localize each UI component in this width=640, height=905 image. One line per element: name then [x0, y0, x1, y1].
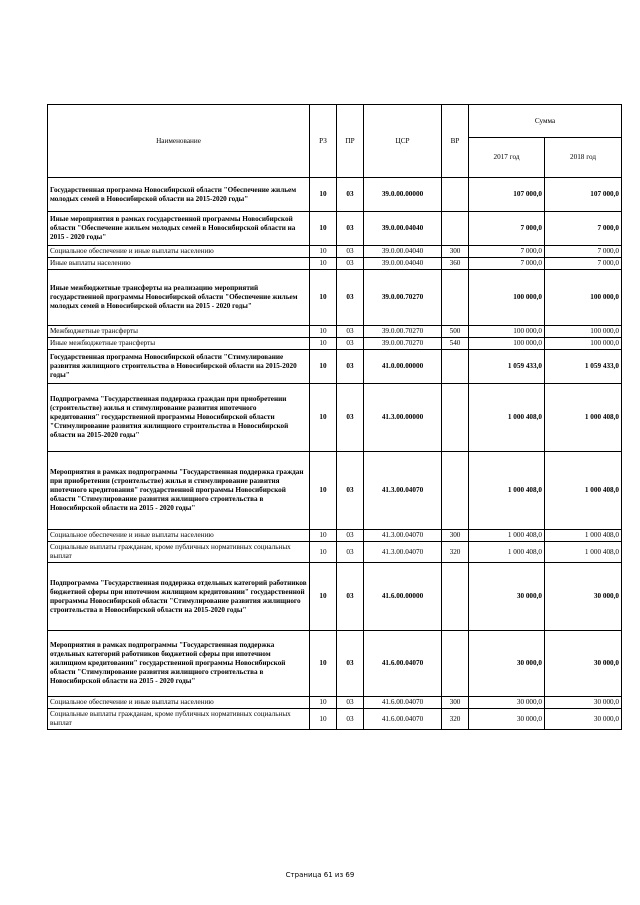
header-name: Наименование	[48, 105, 310, 178]
row-pr: 03	[337, 384, 364, 452]
row-name: Социальные выплаты гражданам, кроме публичных нормативных социальных выплат	[48, 709, 310, 730]
row-csr: 39.0.00.04040	[364, 246, 442, 258]
row-name: Иные межбюджетные трансферты на реализацию мероприятий государственной программы Новосибирской области "Обеспечение жильем молодых семей в Новосибирской области на 2015 - 2020 годы"	[48, 270, 310, 326]
row-csr: 41.6.00.00000	[364, 563, 442, 631]
row-sum-2018: 100 000,0	[545, 326, 622, 338]
table-row	[48, 246, 622, 258]
row-pr: 03	[337, 452, 364, 530]
row-csr: 39.0.00.70270	[364, 338, 442, 350]
table-row	[48, 212, 622, 246]
row-csr: 41.3.00.04070	[364, 542, 442, 563]
row-name: Государственная программа Новосибирской области "Стимулирование развития жилищного строительства в Новосибирской области на 2015-2020 годы"	[48, 350, 310, 384]
table-row	[48, 338, 622, 350]
row-vr: 540	[442, 338, 469, 350]
row-pr: 03	[337, 258, 364, 270]
row-rz: 10	[310, 631, 337, 697]
row-sum-2018: 7 000,0	[545, 258, 622, 270]
row-pr: 03	[337, 563, 364, 631]
header-pr: ПР	[337, 105, 364, 178]
row-csr: 39.0.00.70270	[364, 326, 442, 338]
row-sum-2017: 1 059 433,0	[469, 350, 545, 384]
row-sum-2017: 30 000,0	[469, 697, 545, 709]
row-sum-2018: 1 000 408,0	[545, 452, 622, 530]
row-rz: 10	[310, 212, 337, 246]
row-name: Межбюджетные трансферты	[48, 326, 310, 338]
row-rz: 10	[310, 452, 337, 530]
row-csr: 39.0.00.70270	[364, 270, 442, 326]
row-sum-2017: 30 000,0	[469, 631, 545, 697]
table-row	[48, 178, 622, 212]
row-rz: 10	[310, 178, 337, 212]
row-pr: 03	[337, 246, 364, 258]
row-name: Иные выплаты населению	[48, 258, 310, 270]
row-csr: 41.3.00.04070	[364, 530, 442, 542]
row-pr: 03	[337, 338, 364, 350]
row-sum-2018: 1 000 408,0	[545, 384, 622, 452]
row-sum-2017: 30 000,0	[469, 563, 545, 631]
row-rz: 10	[310, 350, 337, 384]
table-row	[48, 350, 622, 384]
row-sum-2018: 1 000 408,0	[545, 542, 622, 563]
row-sum-2018: 1 059 433,0	[545, 350, 622, 384]
table-row	[48, 270, 622, 326]
row-vr	[442, 212, 469, 246]
row-rz: 10	[310, 384, 337, 452]
row-csr: 41.6.00.04070	[364, 631, 442, 697]
row-csr: 39.0.00.04040	[364, 212, 442, 246]
row-rz: 10	[310, 326, 337, 338]
row-vr	[442, 563, 469, 631]
row-pr: 03	[337, 270, 364, 326]
row-pr: 03	[337, 212, 364, 246]
page-footer: Страница 61 из 69	[285, 871, 355, 879]
row-sum-2017: 7 000,0	[469, 212, 545, 246]
header-year-2018: 2018 год	[545, 138, 622, 178]
row-csr: 41.6.00.04070	[364, 709, 442, 730]
row-vr: 300	[442, 530, 469, 542]
row-vr	[442, 384, 469, 452]
row-name: Подпрограмма "Государственная поддержка отдельных категорий работников бюджетной сферы при ипотечном жилищном кредитовании" государственной программы Новосибирской области "Стимулирование развития жилищного строительства в Новосибирской области на 2015-2020 годы"	[48, 563, 310, 631]
table-row	[48, 631, 622, 697]
row-sum-2018: 1 000 408,0	[545, 530, 622, 542]
table-row	[48, 709, 622, 730]
table-row	[48, 258, 622, 270]
row-pr: 03	[337, 542, 364, 563]
row-sum-2017: 100 000,0	[469, 338, 545, 350]
row-rz: 10	[310, 246, 337, 258]
row-csr: 39.0.00.00000	[364, 178, 442, 212]
header-rz: РЗ	[310, 105, 337, 178]
row-vr	[442, 270, 469, 326]
row-rz: 10	[310, 258, 337, 270]
row-csr: 41.6.00.04070	[364, 697, 442, 709]
row-vr: 320	[442, 542, 469, 563]
row-vr: 500	[442, 326, 469, 338]
row-sum-2018: 30 000,0	[545, 697, 622, 709]
row-name: Мероприятия в рамках подпрограммы "Государственная поддержка отдельных категорий работников бюджетной сферы при ипотечном жилищном кредитовании" государственной программы Новосибирской области "Стимулирование развития жилищного строительства в Новосибирской области на 2015 - 2020 годы"	[48, 631, 310, 697]
row-sum-2018: 100 000,0	[545, 338, 622, 350]
row-vr	[442, 350, 469, 384]
row-name: Социальное обеспечение и иные выплаты населению	[48, 246, 310, 258]
header-year-2017: 2017 год	[469, 138, 545, 178]
row-rz: 10	[310, 563, 337, 631]
row-sum-2017: 1 000 408,0	[469, 384, 545, 452]
table-row	[48, 326, 622, 338]
row-name: Социальные выплаты гражданам, кроме публичных нормативных социальных выплат	[48, 542, 310, 563]
row-name: Подпрограмма "Государственная поддержка граждан при приобретении (строительстве) жилья и стимулирование развития ипотечного кредитования" государственной программы Новосибирской области "Стимулирование развития жилищного строительства в Новосибирской области на 2015-2020 годы"	[48, 384, 310, 452]
row-pr: 03	[337, 631, 364, 697]
row-pr: 03	[337, 530, 364, 542]
row-sum-2018: 100 000,0	[545, 270, 622, 326]
row-pr: 03	[337, 326, 364, 338]
row-vr	[442, 631, 469, 697]
table-body	[48, 178, 622, 730]
row-sum-2017: 7 000,0	[469, 246, 545, 258]
row-csr: 41.3.00.00000	[364, 384, 442, 452]
row-vr	[442, 178, 469, 212]
row-vr: 320	[442, 709, 469, 730]
table-row	[48, 530, 622, 542]
row-sum-2018: 107 000,0	[545, 178, 622, 212]
row-csr: 41.3.00.04070	[364, 452, 442, 530]
row-sum-2018: 30 000,0	[545, 631, 622, 697]
row-rz: 10	[310, 697, 337, 709]
table-row	[48, 542, 622, 563]
row-vr: 360	[442, 258, 469, 270]
row-name: Социальное обеспечение и иные выплаты населению	[48, 697, 310, 709]
row-csr: 39.0.00.04040	[364, 258, 442, 270]
row-name: Мероприятия в рамках подпрограммы "Государственная поддержка граждан при приобретении (строительстве) жилья и стимулирование развития ипотечного кредитования" государственной программы Новосибирской области "Стимулирование развития жилищного строительства в Новосибирской области на 2015 - 2020 годы"	[48, 452, 310, 530]
row-rz: 10	[310, 709, 337, 730]
row-name: Государственная программа Новосибирской области "Обеспечение жильем молодых семей в Новосибирской области на 2015-2020 годы"	[48, 178, 310, 212]
row-rz: 10	[310, 542, 337, 563]
table-row	[48, 697, 622, 709]
row-rz: 10	[310, 338, 337, 350]
header-csr: ЦСР	[364, 105, 442, 178]
row-sum-2018: 30 000,0	[545, 563, 622, 631]
row-pr: 03	[337, 697, 364, 709]
row-csr: 41.0.00.00000	[364, 350, 442, 384]
row-vr: 300	[442, 246, 469, 258]
row-sum-2018: 7 000,0	[545, 212, 622, 246]
table-row	[48, 452, 622, 530]
budget-table	[47, 104, 622, 730]
row-sum-2017: 107 000,0	[469, 178, 545, 212]
row-sum-2018: 30 000,0	[545, 709, 622, 730]
row-pr: 03	[337, 178, 364, 212]
row-rz: 10	[310, 530, 337, 542]
row-rz: 10	[310, 270, 337, 326]
row-sum-2018: 7 000,0	[545, 246, 622, 258]
row-sum-2017: 1 000 408,0	[469, 452, 545, 530]
row-name: Иные межбюджетные трансферты	[48, 338, 310, 350]
header-sum: Сумма	[469, 105, 622, 138]
row-vr: 300	[442, 697, 469, 709]
row-pr: 03	[337, 350, 364, 384]
row-sum-2017: 1 000 408,0	[469, 542, 545, 563]
table-row	[48, 563, 622, 631]
row-sum-2017: 1 000 408,0	[469, 530, 545, 542]
row-name: Иные мероприятия в рамках государственной программы Новосибирской области "Обеспечение жильем молодых семей в Новосибирской области на 2015 - 2020 годы"	[48, 212, 310, 246]
header-vr: ВР	[442, 105, 469, 178]
row-vr	[442, 452, 469, 530]
row-sum-2017: 100 000,0	[469, 270, 545, 326]
row-sum-2017: 30 000,0	[469, 709, 545, 730]
row-sum-2017: 7 000,0	[469, 258, 545, 270]
table-row	[48, 384, 622, 452]
row-sum-2017: 100 000,0	[469, 326, 545, 338]
row-pr: 03	[337, 709, 364, 730]
row-name: Социальное обеспечение и иные выплаты населению	[48, 530, 310, 542]
